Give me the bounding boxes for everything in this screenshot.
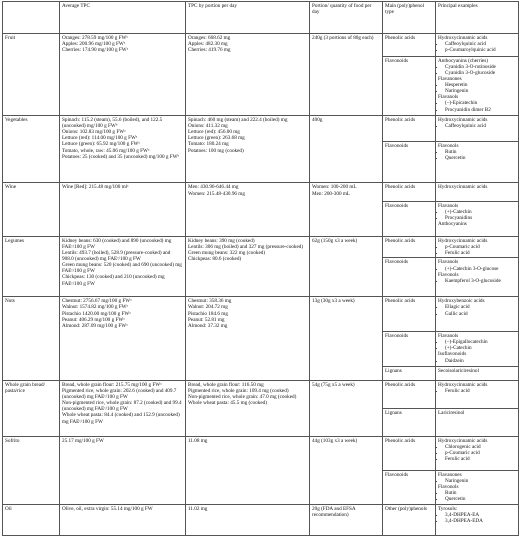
portion-tpc-line: Chestnut: 358.36 mg	[188, 298, 232, 305]
average-tpc-line: Onions: 102.83 mg/100 g FWᵃ	[62, 129, 126, 136]
portion-tpc-line: Lentils: 306 mg (boiled) and 327 mg (pressure-cooked)	[188, 243, 304, 250]
example-list	[438, 444, 516, 462]
average-tpc-cell	[60, 183, 186, 236]
polyphenol-type-cell: Lignans	[383, 366, 436, 380]
average-tpc-line: 25.17 mg/100 g FW	[62, 438, 104, 445]
polyphenol-type-cell: Phenolic acids	[383, 34, 436, 57]
average-tpc-cell	[60, 236, 186, 297]
average-tpc-line: Lettuce (green): 65.92 mg/100 g FWᵃ	[62, 141, 140, 148]
example-item: • Rutin	[445, 149, 516, 155]
polyphenol-table	[2, 1, 519, 536]
quantity-cell: 400g	[310, 115, 383, 183]
average-tpc-line: Oranges: 278.59 mg/100 g FWᵃ	[62, 35, 128, 41]
example-group-heading: Flavanols	[438, 202, 459, 209]
header-portion: Portion/ quantity of food per day	[310, 2, 383, 34]
examples-cell	[436, 380, 519, 409]
polyphenol-type-cell: Flavonoids	[383, 470, 436, 504]
portion-tpc-line: Whole wheat pasta: 45.5 mg (cooked)	[188, 400, 267, 407]
portion-tpc-line: 11.08 mg	[188, 438, 208, 445]
average-tpc-line: Whole wheat pasta: 84.4 (cooked) and 152.9 (uncooked) mg FAEᶜ/100 g FW	[62, 412, 180, 425]
average-tpc-cell	[60, 297, 186, 380]
average-tpc-line: Bread, whole grain flour: 215.75 mg/100 g FWᵃ	[62, 381, 162, 388]
polyphenol-type-cell: Other (poly)phenols	[383, 505, 436, 536]
food-cell: Whole grain bread/ pasta/rice	[3, 380, 60, 436]
portion-tpc-line: Green mung beans: 322 mg (cooked)	[188, 249, 266, 256]
average-tpc-line: Lettuce (red): 114.00 mg/100 g FWᵃ	[62, 135, 138, 142]
portion-tpc-line: Chickpeas: 80.6 (cooked)	[188, 256, 242, 262]
polyphenol-type-cell: Phenolic acids	[383, 437, 436, 471]
example-item: • (+)-Catechin	[445, 345, 516, 351]
example-list	[438, 388, 516, 394]
example-item: • Kaempferol 3-O-glucoside	[445, 278, 516, 284]
example-list	[438, 41, 516, 53]
average-tpc-cell	[60, 505, 186, 536]
portion-tpc-line: Men: 430.96-646.44 mg	[188, 184, 239, 191]
food-cell: Wine	[3, 183, 60, 236]
average-tpc-line: Almond: 287.09 mg/100 g FWᵃ	[62, 322, 128, 329]
average-tpc-cell	[60, 115, 186, 183]
example-item: • Quercetin	[445, 155, 516, 161]
example-list	[438, 244, 516, 256]
examples-cell	[436, 183, 519, 201]
examples-cell	[436, 437, 519, 471]
average-tpc-line: Olive, oil, extra virgin: 55.14 mg/100 g FW	[62, 506, 153, 513]
quantity-cell	[310, 183, 383, 236]
examples-cell	[436, 258, 519, 297]
average-tpc-line: Chestnut: 2756.67 mg/100 g FWᵃ	[62, 298, 132, 305]
table-row-wine	[3, 183, 519, 201]
example-item: • p-Coumaric acid	[445, 244, 516, 250]
portion-tpc-cell	[186, 183, 310, 236]
portion-tpc-line: Onions: 411.32 mg	[188, 123, 228, 130]
example-item: • (–)-Epicatechin	[445, 100, 516, 106]
portion-tpc-line: Oranges: 668.62 mg	[188, 35, 231, 41]
polyphenol-type-cell: Flavonoids	[383, 141, 436, 183]
average-tpc-line: Potatoes: 25 (cooked) and 35 (uncooked) mg/100 g FWᵇ	[62, 153, 180, 160]
example-item: • 3,4-DHPEA-EDA	[445, 518, 516, 524]
examples-cell	[436, 236, 519, 258]
example-item: • Quercetin	[445, 496, 516, 502]
portion-tpc-line: Potatoes: 100 mg (cooked)	[188, 147, 244, 154]
portion-tpc-line: Spinach: 460 mg (steam) and 222.4 (boiled) mg	[188, 116, 288, 123]
average-tpc-line: Chickpeas: 130 (cooked) and 210 (uncooked) mg FAEᶜ/100 g FW	[62, 274, 165, 287]
header-food	[3, 2, 60, 34]
example-group-heading: Flavanols	[438, 259, 459, 266]
portion-tpc-line: Non-pigmented rice, whole grain: 47.0 mg (cooked)	[188, 394, 297, 401]
example-item: • Procyanidins	[445, 215, 516, 221]
portion-tpc-cell	[186, 437, 310, 505]
example-list	[438, 149, 516, 161]
table-row-fruit	[3, 34, 519, 57]
portion-tpc-line: Tomato: 180.24 mg	[188, 141, 229, 148]
food-cell: Nuts	[3, 297, 60, 380]
header-examples: Principal examples	[436, 2, 519, 34]
polyphenol-type-cell: Phenolic acids	[383, 297, 436, 332]
header-polyphenol-type: Main (poly)phenol type	[383, 2, 436, 34]
food-cell: Fruit	[3, 34, 60, 116]
food-cell: Vegetables	[3, 115, 60, 183]
average-tpc-cell	[60, 34, 186, 116]
example-item: • Naringenin	[445, 478, 516, 484]
example-list	[438, 82, 516, 94]
example-item: • Chlorogenic acid	[445, 444, 516, 450]
average-tpc-line: Non-pigmented rice, whole grain: 87.2 (cooked) and 99.4 (uncooked) mg FAEᶜ/100 g FW	[62, 400, 182, 413]
example-item: • Daidzein	[445, 358, 516, 364]
example-item: • Ferulic acid	[445, 388, 516, 394]
polyphenol-type-cell: Phenolic acids	[383, 183, 436, 201]
polyphenol-type-cell: Phenolic acids	[383, 236, 436, 258]
examples-cell	[436, 297, 519, 332]
portion-tpc-line: Almond: 37.32 mg	[188, 322, 228, 329]
portion-tpc-line: Bread, whole grain flour: 116.50 mg	[188, 381, 264, 388]
portion-tpc-line: Women: 215.48-430.96 mg	[188, 190, 245, 197]
polyphenol-type-cell: Flavonoids	[383, 56, 436, 115]
header-tpc-portion: TPC by portion per day	[186, 2, 310, 34]
example-item: • Gallic acid	[445, 311, 516, 317]
example-item: • Ferulic acid	[445, 250, 516, 256]
polyphenol-type-cell: Flavonoids	[383, 332, 436, 366]
table-row-vegetables	[3, 115, 519, 141]
example-group-heading: Hydroxycinnamic acids	[438, 184, 488, 191]
average-tpc-line: Pistachio 1420.00 mg/100 g FWᵃ	[62, 310, 131, 317]
table-row-wholegrain	[3, 380, 519, 409]
quantity-line: Women: 100-200 mL	[312, 184, 357, 191]
portion-tpc-line: Apples: 482.30 mg	[188, 41, 228, 48]
portion-tpc-cell	[186, 34, 310, 116]
example-item: • Hesperetin	[445, 82, 516, 88]
quantity-cell: 44g (103g x3 a week)	[310, 437, 383, 505]
example-group-heading: Hydroxybenzoic acids	[438, 298, 485, 305]
average-tpc-cell	[60, 437, 186, 505]
example-list	[438, 209, 516, 221]
average-tpc-line: Tomato, whole, raw: 45.06 mg/100 g FWᵃ	[62, 147, 150, 154]
quantity-line: Men: 200-300 mL	[312, 190, 351, 197]
example-list	[438, 339, 516, 351]
average-tpc-line: Spinach: 115.2 (steam), 55.6 (boiled), and 122.5 (uncooked) mg/100 g FWᵇ	[62, 116, 163, 130]
portion-tpc-line: Pistachio 184.6 mg	[188, 310, 228, 317]
food-cell: Sofrito	[3, 437, 60, 505]
portion-tpc-line: Cherries: 419.76 mg	[188, 47, 231, 54]
quantity-cell: 240g (3 portions of 80g each)	[310, 34, 383, 116]
average-tpc-line: Green mung beans: 520 (cooked) and 690 (uncooked) mg FAEᶜ/100 g FW	[62, 262, 182, 275]
example-list	[438, 490, 516, 502]
example-group-heading: Flavonols	[438, 271, 459, 278]
examples-cell	[436, 34, 519, 57]
portion-tpc-line: Kidney beans: 390 mg (cooked)	[188, 237, 255, 244]
example-group-heading: Anthocyanins (cherries)	[438, 57, 488, 64]
example-group-heading: Flavanols	[438, 333, 459, 340]
polyphenol-type-cell: Flavonoids	[383, 258, 436, 297]
average-tpc-line: Kidney beans: 630 (cooked) and 890 (uncooked) mg FAEᶜ/100 g FW	[62, 237, 172, 250]
example-group-heading: Hydroxycinnamic acids	[438, 237, 488, 244]
examples-cell: Lariciresinol	[436, 409, 519, 437]
example-group-heading: Hydroxycinnamic acids	[438, 35, 488, 41]
portion-tpc-line: Lettuce (green): 263.68 mg	[188, 135, 245, 142]
example-group-heading: Flavanols	[438, 94, 459, 101]
example-item: • p-Coumaroylquinic acid	[445, 47, 516, 53]
polyphenol-type-cell: Phenolic acids	[383, 115, 436, 141]
average-tpc-line: Lentils: 493.7 (boiled), 528.9 (pressure-cooked) and 908.0 (uncooked) mg FAEᶜ/100 g FW	[62, 249, 171, 262]
example-item: • Rutin	[445, 490, 516, 496]
quantity-cell: 54g (75g x5 a week)	[310, 380, 383, 436]
examples-cell	[436, 201, 519, 236]
table-row-sofrito	[3, 437, 519, 471]
average-tpc-line: Apples: 200.96 mg/100 g FWᵃ	[62, 41, 126, 48]
average-tpc-line: Peanut: 406.29 mg/100 g FWᵃ	[62, 316, 125, 323]
portion-tpc-line: 11.02 mg	[188, 506, 208, 513]
food-cell: Legumes	[3, 236, 60, 297]
example-group-heading: Hydroxycinnamic acids	[438, 381, 488, 388]
average-tpc-line: Pigmented rice, whole grain: 202.6 (cooked) and 409.7 (uncooked) mg FAEᶜ/100 g FW	[62, 387, 177, 401]
average-tpc-line: Cherries: 174.90 mg/100 g FWᵃ	[62, 47, 129, 54]
example-group-heading: Hydroxycinnamic acids	[438, 116, 488, 123]
portion-tpc-line: Lettuce (red): 456.00 mg	[188, 129, 240, 136]
examples-cell: Secoisolariciresinol	[436, 366, 519, 380]
example-item: • Naringenin	[445, 88, 516, 94]
example-list	[438, 358, 516, 364]
examples-cell	[436, 56, 519, 115]
example-item: • Ellagic acid	[445, 304, 516, 310]
average-tpc-line: Walnut: 1574.82 mg/100 g FWᵃ	[62, 304, 128, 311]
examples-cell	[436, 141, 519, 183]
example-item: • (+)-Catechin	[445, 209, 516, 215]
example-list	[438, 123, 516, 129]
example-group-heading: Isoflavonoids	[438, 351, 467, 358]
header-average-tpc: Average TPC	[60, 2, 186, 34]
portion-tpc-line: Peanut: 52.81 mg	[188, 316, 225, 323]
example-group-heading: Flavonols	[438, 484, 459, 491]
example-group-heading: Flavanones	[438, 75, 462, 82]
quantity-cell: 13g (30g x3 a week)	[310, 297, 383, 380]
average-tpc-cell	[60, 380, 186, 436]
quantity-cell: 20g (FDA and EFSA recommendation)	[310, 505, 383, 536]
table-row-oil	[3, 505, 519, 536]
example-item: • Cyanidin 3-O-glucoside	[445, 70, 516, 76]
examples-cell	[436, 332, 519, 366]
portion-tpc-cell	[186, 297, 310, 380]
average-tpc-line: Wine [Red]: 215.48 mg/100 mlᵃ	[62, 184, 129, 191]
example-group-heading: Tyrosols:	[438, 506, 458, 513]
example-item: • Ferulic acid	[445, 456, 516, 462]
polyphenol-type-cell: Lignans	[383, 409, 436, 437]
example-group-heading: Anthocyanins	[438, 221, 467, 228]
table-row-legumes	[3, 236, 519, 258]
portion-tpc-cell	[186, 115, 310, 183]
example-list	[438, 278, 516, 284]
example-list	[438, 100, 516, 112]
example-item: • Cyanidin 3-O-rutinoside	[445, 64, 516, 70]
portion-tpc-line: Walnut: 204.72 mg	[188, 304, 228, 311]
portion-tpc-line: Pigmented rice, whole grain: 109.4 mg (cooked)	[188, 387, 289, 394]
example-item: • Procyanidin dimer B2	[445, 107, 516, 113]
example-item: • (–)-Epigallocatechin	[445, 339, 516, 345]
polyphenol-type-cell: Flavonoids	[383, 201, 436, 236]
example-list	[438, 304, 516, 316]
example-item: • Caffeoylquinic acid	[445, 41, 516, 47]
portion-tpc-cell	[186, 236, 310, 297]
header-row	[3, 2, 519, 34]
examples-cell	[436, 470, 519, 504]
example-item: • 3,4-DHPEA-EA	[445, 512, 516, 518]
example-list	[438, 512, 516, 524]
food-cell: Oil	[3, 505, 60, 536]
quantity-cell: 62g (150g x3 a week)	[310, 236, 383, 297]
examples-cell	[436, 115, 519, 141]
example-list	[438, 64, 516, 76]
example-group-heading: Hydroxycinnamic acids	[438, 438, 488, 445]
portion-tpc-cell	[186, 380, 310, 436]
example-item: • p-Coumaric acid	[445, 450, 516, 456]
polyphenol-type-cell: Phenolic acids	[383, 380, 436, 409]
example-group-heading: Flavanones	[438, 471, 462, 478]
example-group-heading: Flavonols	[438, 142, 459, 149]
example-item: • (+)-Catechin 3-O-glucose	[445, 266, 516, 272]
portion-tpc-cell	[186, 505, 310, 536]
example-item: • Caffeoylquinic acid	[445, 123, 516, 129]
examples-cell	[436, 505, 519, 536]
table-row-nuts	[3, 297, 519, 332]
